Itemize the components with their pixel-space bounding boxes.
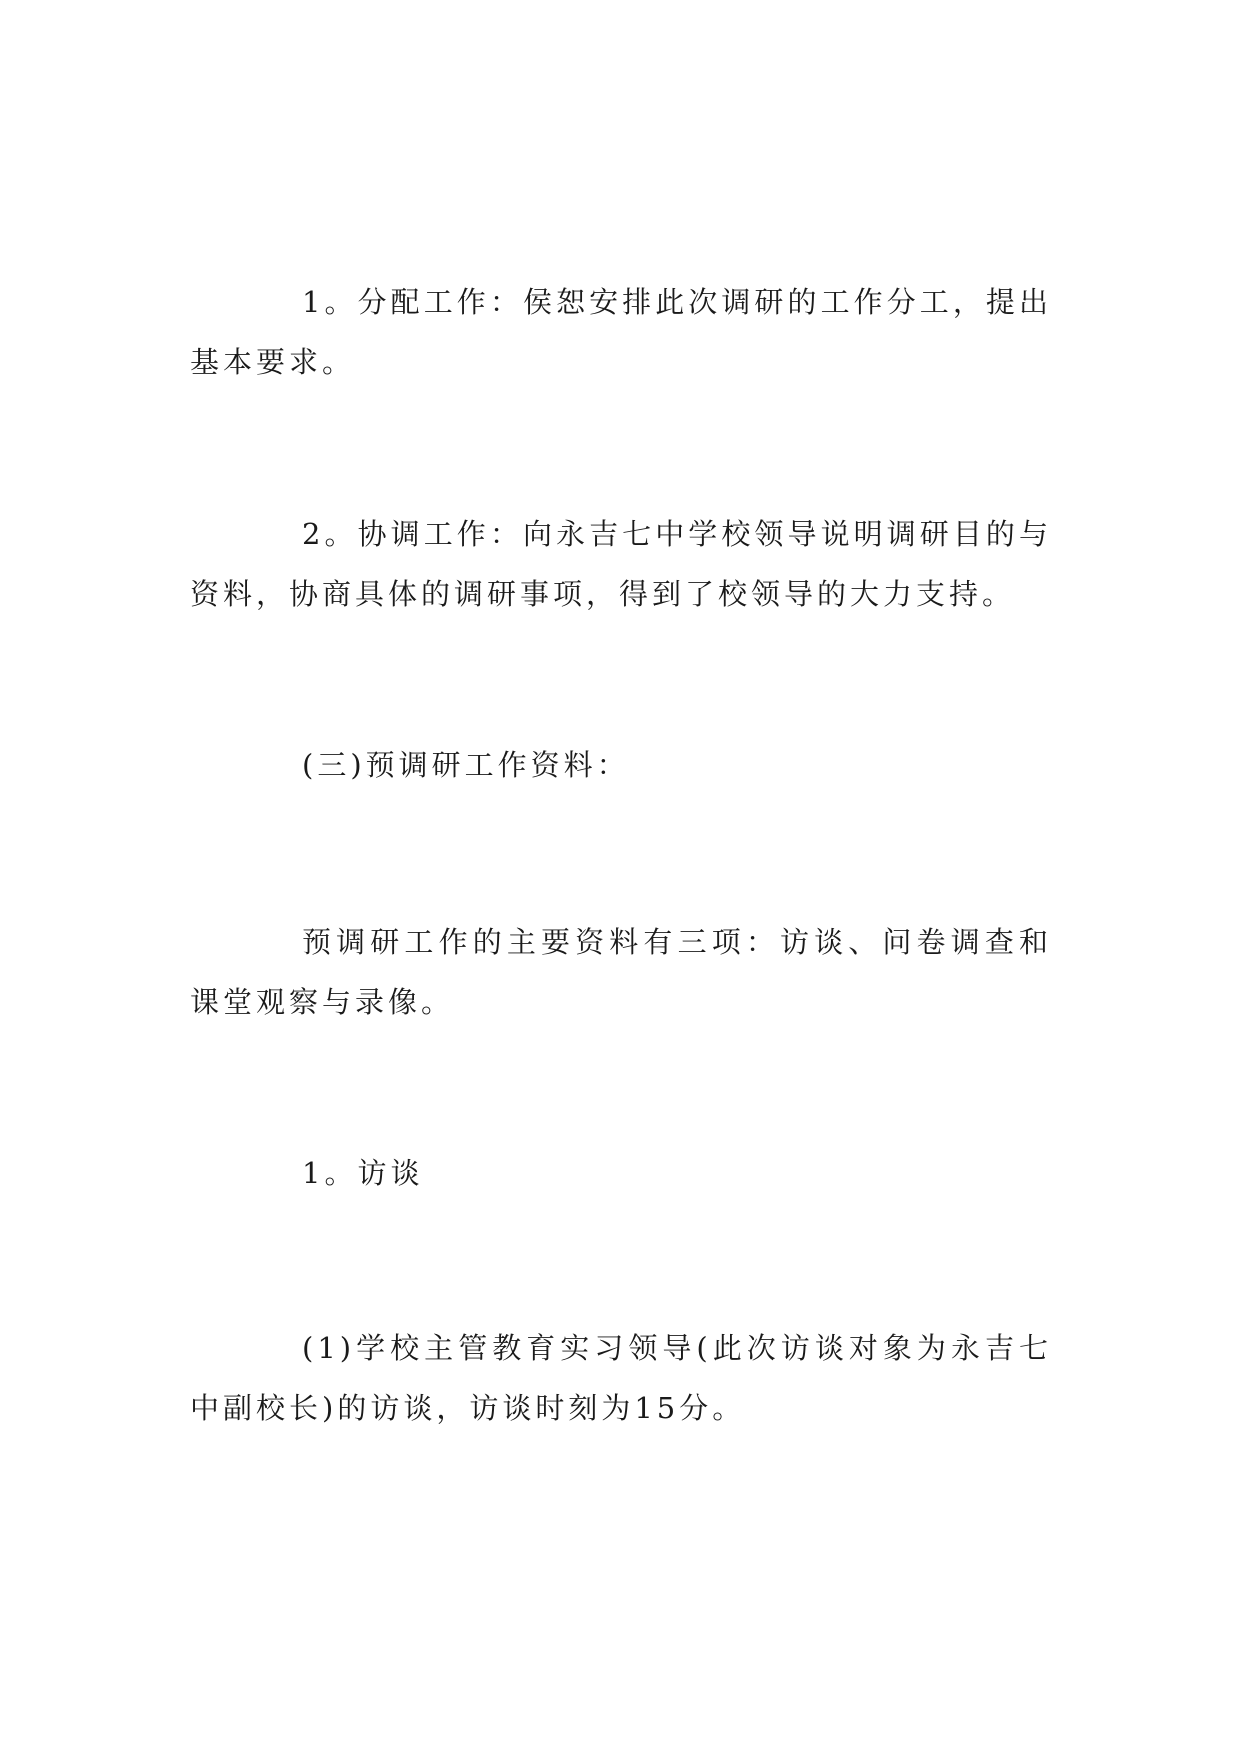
section-heading: (三)预调研工作资料： <box>302 748 630 782</box>
paragraph-3: 预调研工作的主要资料有三项：访谈、问卷调查和课堂观察与录像。 <box>190 925 1052 1019</box>
paragraph-4: (1)学校主管教育实习领导(此次访谈对象为永吉七中副校长)的访谈，访谈时刻为15分。 <box>190 1331 1052 1425</box>
paragraph-1: 1。分配工作：侯恕安排此次调研的工作分工，提出基本要求。 <box>190 285 1052 379</box>
paragraph-2: 2。协调工作：向永吉七中学校领导说明调研目的与资料，协商具体的调研事项，得到了校领导的大力支持。 <box>190 517 1052 611</box>
subsection-heading: 1。访谈 <box>302 1156 424 1190</box>
